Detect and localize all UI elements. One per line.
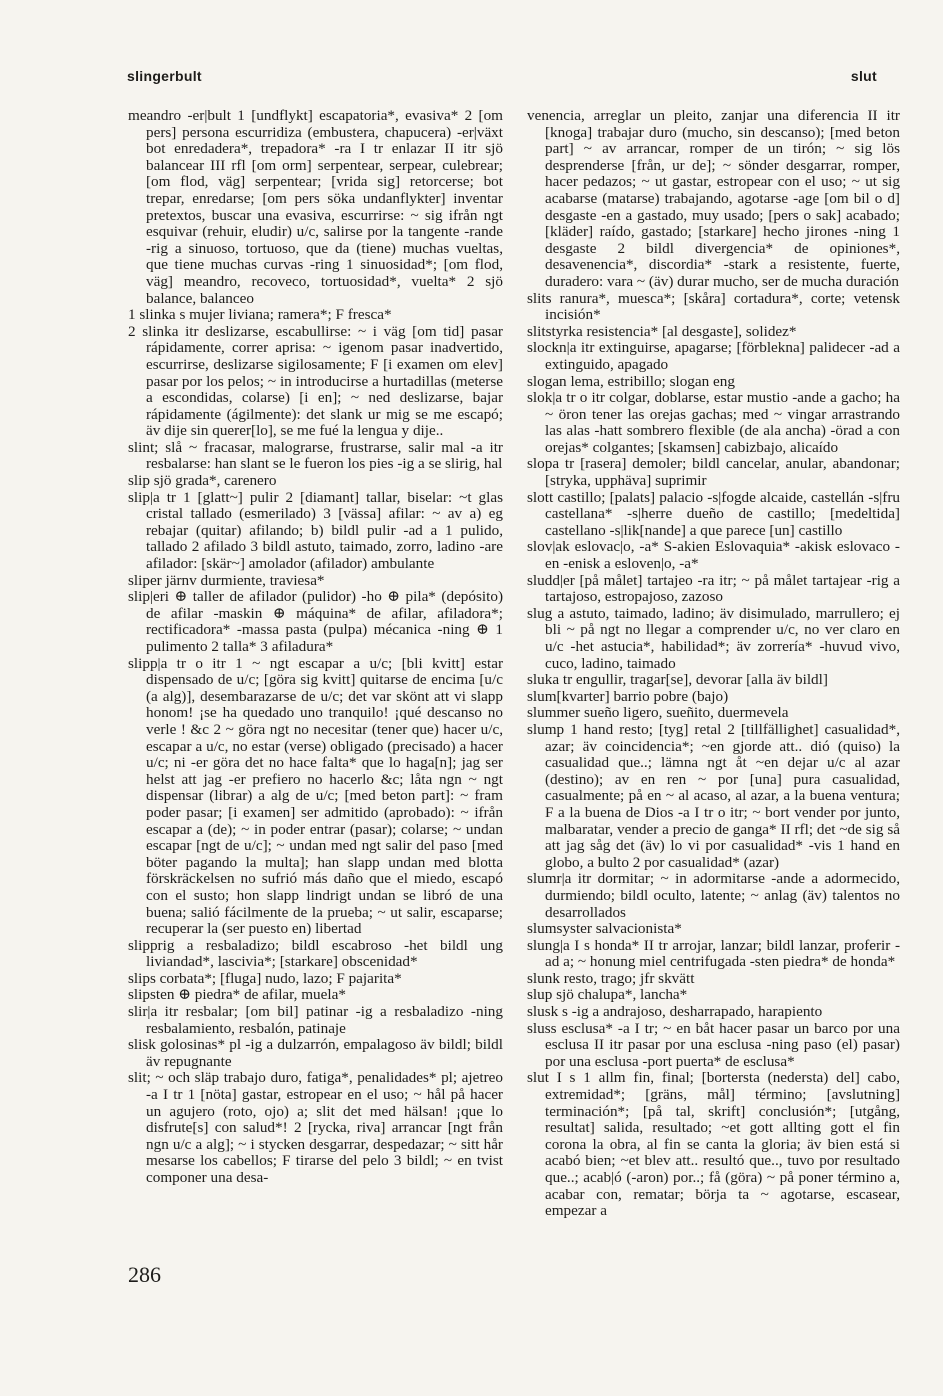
running-head-left: slingerbult xyxy=(127,68,202,84)
entry: slummer sueño ligero, sueñito, duermevela xyxy=(527,704,789,722)
entry: slip|a tr 1 [glatt~] pulir 2 [diamant] tallar, biselar: ~t glas cristal tallado (esmerilado) 3 [vässa] afilar: ~ av a) eg rebajar (quitar) afilando; b) bildl pulir -ad a 1 pulido, tallado 2 afilado 3 bildl astuto, taimado, zorro, ladino -are afilador: [skär~] amolador (afilador) ambulante xyxy=(128,488,503,573)
entry: slip sjö grada*, carenero xyxy=(128,472,277,490)
entry: slogan lema, estribillo; slogan eng xyxy=(527,372,735,390)
entry: 2 slinka itr deslizarse, escabullirse: ~ i väg [om tid] pasar rápidamente, correr aprisa: ~ igenom pasar inadvertido, escurrirse, deslizarse sigilosamente; F [i examen om elev] pasar por los pelos; ~ in introducirse a hurtadillas (meterse a escondidas, colarse) [i en]; ~ ned deslizarse, bajar rápidamente (ágilmente): det slank ur mig se me escapó; äv dije sin querer[lo], se me fué la lengua y dije.. xyxy=(128,322,503,440)
entry: slumr|a itr dormitar; ~ in adormitarse -ande a adormecido, durmiendo; bildl oculto, latente; ~ anlag (äv) talentos no desarrollados xyxy=(527,870,900,921)
entry: slusk s -ig a andrajoso, desharrapado, harapiento xyxy=(527,1003,823,1021)
entry: slips corbata*; [fluga] nudo, lazo; F pajarita* xyxy=(128,969,402,987)
entry: slum[kvarter] barrio pobre (bajo) xyxy=(527,687,729,705)
entry: slung|a I s honda* II tr arrojar, lanzar; bildl lanzar, proferir -ad a; ~ honung miel centrifugada -sten piedra* de honda* xyxy=(527,936,900,971)
entry: slut I s 1 allm fin, final; [bortersta (nedersta) del] cabo, extremidad*; [gräns, mål] término; [avslutning] terminación*; [på tal, skrift] conclusión*; [utgång, resultat] salida, resultado; ~et gott allting gott el fin corona la obra, al fin se canta la gloria; äv bien está si acabó bien; ~et blev att.. resultó que.., tuvo por resultado que..; acab|ó (-aron) por..; få (göra) ~ på poner término a, acabar con, rematar; börja ta ~ agotarse, escasear, empezar a xyxy=(527,1069,900,1220)
entry: slunk resto, trago; jfr skvätt xyxy=(527,969,695,987)
entry: slumsyster salvacionista* xyxy=(527,920,682,938)
left-column xyxy=(128,108,503,1187)
entry: sliper järnv durmiente, traviesa* xyxy=(128,571,325,589)
entry: slug a astuto, taimado, ladino; äv disimulado, marrullero; ej bli ~ på ngt no llegar a comprender u/c, no ver claro en u/c -het astucia*, habilidad*; äv zorrería* -huvud vivo, cuco, ladino, taimado xyxy=(527,604,900,672)
entry: slir|a itr resbalar; [om bil] patinar -ig a resbaladizo -ning resbalamiento, resbalón, patinaje xyxy=(128,1003,503,1037)
entry: slopa tr [rasera] demoler; bildl cancelar, anular, abandonar; [stryka, upphäva] suprimir xyxy=(527,455,900,490)
entry: slup sjö chalupa*, lancha* xyxy=(527,986,688,1004)
entry: slisk golosinas* pl -ig a dulzarrón, empalagoso äv bildl; bildl äv repugnante xyxy=(128,1036,503,1070)
entry: sluss esclusa* -a I tr; ~ en båt hacer pasar un barco por una esclusa II itr pasar por una esclusa -ning paso (el) pasar) por una esclusa -port puerta* de esclusa* xyxy=(527,1019,900,1070)
entry: slipp|a tr o itr 1 ~ ngt escapar a u/c; [bli kvitt] estar dispensado de u/c; [göra sig kvitt] quitarse de encima [u/c (a alg)], desembarazarse de u/c; det var skönt att vi slapp honom! ¡se ha quedado uno tranquilo! ¡qué descanso no verle ! &c 2 ~ göra ngt no necesitar (tener que) hacer u/c, escapar a u/c, no estar (verse) obligado (precisado) a hacer u/c; ni -er göra det no hace falta* que lo haga[n]; jag ser helst att jag -er prefiero no hacerlo &c; låta ngn ~ ngt dispensar (librar) a alg de u/c; [med beton part]: ~ fram poder pasar; [i examen] ser admitido (aprobado): ~ ifrån escapar a (de); ~ in poder entrar (pasar); colarse; ~ undan escapar [ngt de u/c]; ~ undan med ngt salir del paso [med böter pagando la multa]; han slapp undan med blotta förskräckelsen no sufrió más daño que el miedo, escapó con el susto; hon slapp lindrigt undan se libró de una buena; salió fácilmente de la prueba; ~ ut salir, escaparse; recuperar la (ser puesto en) libertad xyxy=(128,654,503,938)
entry: slott castillo; [palats] palacio -s|fogde alcaide, castellán -s|fru castellana* -s|herre dueño de castillo; [medeltida] castellano -s|lik[nande] a que parece [un] castillo xyxy=(527,488,900,539)
entry: slipsten ⊕ piedra* de afilar, muela* xyxy=(128,986,346,1004)
entry: slump 1 hand resto; [tyg] retal 2 [tillfällighet] casualidad*, azar; äv coincidencia*; ~en gjorde att.. dió (quiso) la casualidad que..; lämna ngt åt ~en dejar u/c al azar (destino); av en ren ~ por [una] pura casualidad, casualmente; på en ~ al acaso, al azar, a la buena ventura; F a la buena de Dios -a I tr o itr; ~ bort vender por junto, malbaratar, vender a precio de ganga* II rfl; det ~de sig så att jag såg det (äv) lo vi por casualidad* -vis 1 hand en globo, a bulto 2 por casualidad* (azar) xyxy=(527,720,900,871)
entry: sluka tr engullir, tragar[se], devorar [alla äv bildl] xyxy=(527,671,828,689)
entry: sludd|er [på målet] tartajeo -ra itr; ~ på målet tartajear -rig a tartajoso, estropajoso, zazoso xyxy=(527,571,900,606)
entry: slint; slå ~ fracasar, malograrse, frustrarse, salir mal -a itr resbalarse: han slant se le fueron los pies -ig a se slirig, hal xyxy=(128,438,503,473)
entry: meandro -er|bult 1 [undflykt] escapatoria*, evasiva* 2 [om pers] persona escurridiza (embustera, chapucera) -er|växt bot enredadera*, trepadora* -ra I tr enlazar II itr sjö balancear III rfl [om orm] serpentear, serpear, culebrear; [om flod, väg] serpentear; [vrida sig] retorcerse; bot trepar, enredarse; [om pers söka undanflykter] inventar pretextos, buscar una evasiva, escurrirse: ~ sig ifrån ngt esquivar (rehuir, eludir) u/c, salirse por la tangente -rande -rig a sinuoso, tortuoso, que da (tiene) muchas vueltas, que tiene muchas curvas -ring 1 sinuosidad*; [om flod, väg] meandro, recoveco, tortuosidad*, vuelta* 2 sjö balance, balanceo xyxy=(128,107,503,307)
entry: venencia, arreglar un pleito, zanjar una diferencia II itr [knoga] trabajar duro (mucho, sin descanso); [med beton part] ~ av arrancar, romper de un tirón; ~ sig lös desprenderse [från, ur de]; ~ sönder desgarrar, romper, hacer pedazos; ~ ut gastar, estropear con el uso; ~ ut sig acabarse (matarse) trabajando, agotarse -age [om bil o d] desgaste -en a gastado, muy usado; [pers o sak] acabado; [kläder] raído, gastado; [starkare] hecho jirones -ning 1 desgaste 2 bildl divergencia* de opiniones*, desavenencia*, discordia* -stark a resistente, fuerte, duradero: vara ~ (äv) durar mucho, ser de mucha duración xyxy=(527,107,900,290)
entry: slov|ak eslovac|o, -a* S-akien Eslovaquia* -akisk eslovaco -en -enisk a esloven|o, -a* xyxy=(527,538,900,573)
entry: slipprig a resbaladizo; bildl escabroso -het bildl ung liviandad*, lascivia*; [starkare] obscenidad* xyxy=(128,936,503,971)
entry: slok|a tr o itr colgar, doblarse, estar mustio -ande a gacho; ha ~ öron tener las orejas gachas; med ~ vingar arrastrando las alas -hatt sombrero flexible (de ala ancha) -örad a con orejas* colgantes; [skamsen] cabizbajo, alicaído xyxy=(527,389,900,456)
page-number: 286 xyxy=(128,1262,161,1287)
entry: slockn|a itr extinguirse, apagarse; [förblekna] palidecer -ad a extinguido, apagado xyxy=(527,339,900,373)
right-column xyxy=(527,108,900,1220)
entry: slits ranura*, muesca*; [skåra] cortadura*, corte; vetensk incisión* xyxy=(527,289,900,324)
entry: slit; ~ och släp trabajo duro, fatiga*, penalidades* pl; ajetreo -a I tr 1 [nöta] gastar, estropear en el uso; ~ hål på hacer un agujero (roto, ojo) a; slit det med hälsan! ¡que lo disfrute[s] con salud*! 2 [rycka, riva] arrancar [ngt från ngn u/c a alg]; ~ i stycken desgarrar, despedazar; ~ sitt hår mesarse los cabellos; F tirarse del pelo 3 bildl; ~ en tvist componer una desa- xyxy=(128,1069,503,1186)
entry: slitstyrka resistencia* [al desgaste], solidez* xyxy=(527,322,797,340)
entry: 1 slinka s mujer liviana; ramera*; F fresca* xyxy=(128,306,392,324)
entry: slip|eri ⊕ taller de afilador (pulidor) -ho ⊕ pila* (depósito) de afilar -maskin ⊕ máquina* de afilar, afiladora*; rectificadora* -massa pasta (pulpa) mécanica -ning ⊕ 1 pulimento 2 talla* 3 afiladura* xyxy=(128,588,503,655)
running-head-right: slut xyxy=(850,68,877,84)
